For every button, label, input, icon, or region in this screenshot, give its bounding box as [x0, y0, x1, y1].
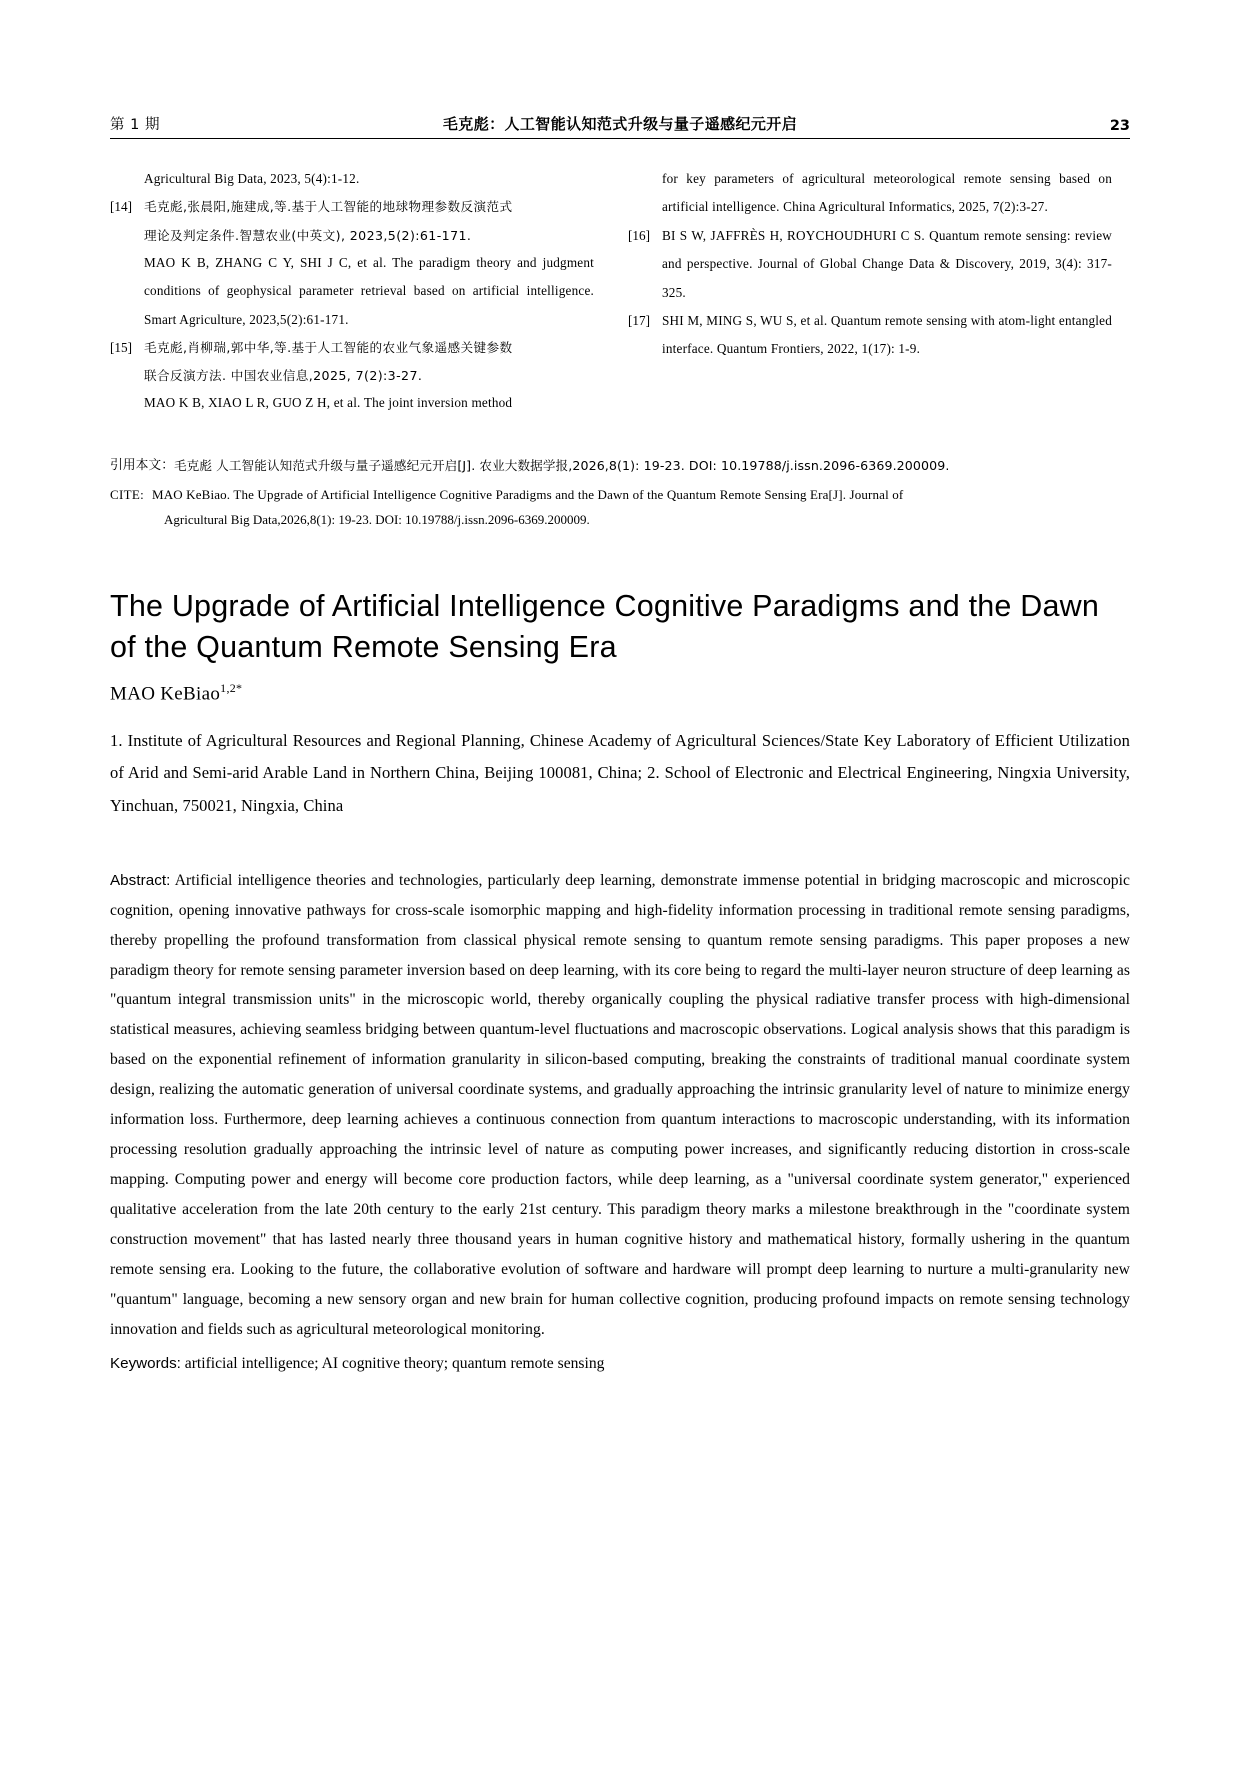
- author-line: [110, 681, 1130, 705]
- reference-number: [15]: [110, 339, 132, 355]
- reference-number: [16]: [628, 227, 650, 243]
- reference-item: [110, 165, 594, 193]
- reference-text: 理论及判定条件.智慧农业(中英文), 2023,5(2):61-171.: [144, 227, 472, 243]
- reference-item: [110, 222, 594, 249]
- reference-item: [110, 193, 594, 221]
- citation-en: [110, 482, 1130, 507]
- keywords-text: artificial intelligence; AI cognitive theory; quantum remote sensing: [180, 1354, 605, 1372]
- reference-text: 毛克彪,肖柳瑞,郭中华,等.基于人工智能的农业气象遥感关键参数: [144, 339, 513, 355]
- citation-zh-label: 引用本文：: [110, 457, 174, 473]
- reference-item: [628, 222, 1112, 307]
- abstract-text: Artificial intelligence theories and technologies, particularly deep learning, demonstrate immense potential in bridging macroscopic and microscopic cognition, opening innovative pathways for cross-scale isomorphic mapping and high-fidelity information processing in traditional remote sensing paradigms, thereby propelling the profound transformation from classical physical remote sensing to quantum remote sensing paradigms. This paper proposes a new paradigm theory for remote sensing parameter inversion based on deep learning, with its core being to regard the multi-layer neuron structure of deep learning as "quantum integral transmission units" in the microscopic world, thereby organically coupling the physical radiative transfer process with high-dimensional statistical measures, achieving seamless bridging between quantum-level fluctuations and macroscopic observations. Logical analysis shows that this paradigm is based on the exponential refinement of information granularity in silicon-based computing, breaking the constraints of traditional manual coordinate system design, realizing the automatic generation of universal coordinate systems, and gradually approaching the intrinsic granularity level of nature to minimize energy information loss. Furthermore, deep learning achieves a continuous connection from quantum interactions to macroscopic understanding, with its information processing resolution gradually approaching the intrinsic level of nature as computing power increases, and significantly reducing distortion in cross-scale mapping. Computing power and energy will become core production factors, while deep learning, as a "universal coordinate system generator," experienced qualitative acceleration from the late 20th century to the early 21st century. This paradigm theory marks a milestone breakthrough in the "coordinate system construction movement" that has lasted nearly three thousand years in human cognitive history and mathematical history, formally ushering in the quantum remote sensing era. Looking to the future, the collaborative evolution of software and hardware will prompt deep learning to nurture a multi-granularity new "quantum" language, becoming a new sensory organ and new brain for human collective cognition, producing profound impacts on remote sensing technology innovation and fields such as agricultural meteorological monitoring.: [110, 871, 1130, 1338]
- reference-item: [628, 307, 1112, 364]
- reference-item: [110, 389, 594, 417]
- citation-en-text: MAO KeBiao. The Upgrade of Artificial Intelligence Cognitive Paradigms and the Dawn of the Quantum Remote Sensing Era[J]. Journal of: [152, 486, 904, 502]
- references-column-right: [628, 165, 1112, 418]
- keywords-label: Keywords:: [110, 1354, 181, 1372]
- reference-text: SHI M, MING S, WU S, et al. Quantum remote sensing with atom-light entangled interface. Quantum Frontiers, 2022, 1(17): 1-9.: [662, 312, 1112, 357]
- issue-label: 第 1 期: [110, 117, 160, 133]
- reference-text: Agricultural Big Data, 2023, 5(4):1-12.: [144, 171, 360, 186]
- citation-en-label: CITE:: [110, 486, 144, 502]
- abstract: [110, 866, 1130, 1345]
- reference-text: 联合反演方法. 中国农业信息,2025, 7(2):3-27.: [144, 368, 423, 384]
- references-section: [110, 165, 1130, 418]
- reference-item: [628, 165, 1112, 222]
- reference-item: [110, 249, 594, 334]
- reference-text: for key parameters of agricultural meteorological remote sensing based on artificial intelligence. China Agricultural Informatics, 2025, 7(2):3-27.: [662, 171, 1112, 215]
- citation-zh-text: 毛克彪 人工智能认知范式升级与量子遥感纪元开启[J]. 农业大数据学报,2026,8(1): 19-23. DOI: 10.19788/j.issn.2096-6369.200009.: [173, 457, 950, 473]
- keywords: [110, 1349, 1130, 1379]
- reference-text: MAO K B, ZHANG C Y, SHI J C, et al. The paradigm theory and judgment conditions of geophysical parameter retrieval based on artificial intelligence. Smart Agriculture, 2023,5(2):61-171.: [144, 254, 594, 327]
- page-number: 23: [1109, 118, 1130, 134]
- reference-number: [17]: [628, 312, 650, 328]
- reference-text: BI S W, JAFFRÈS H, ROYCHOUDHURI C S. Quantum remote sensing: review and perspective. Journal of Global Change Data & Discovery, 2019, 3(4): 317-325.: [662, 227, 1112, 300]
- reference-text: MAO K B, XIAO L R, GUO Z H, et al. The joint inversion method: [144, 395, 513, 411]
- citation-en-text-line2: Agricultural Big Data,2026,8(1): 19-23. DOI: 10.19788/j.issn.2096-6369.200009.: [164, 512, 590, 528]
- references-column-left: [110, 165, 594, 418]
- author-affiliation-marker: 1,2*: [220, 680, 243, 695]
- reference-item: [110, 334, 594, 362]
- page-title: The Upgrade of Artificial Intelligence Cognitive Paradigms and the Dawn of the Quantum Remote Sensing Era: [110, 589, 1100, 664]
- running-head: [110, 100, 1130, 139]
- affiliation: 1. Institute of Agricultural Resources and Regional Planning, Chinese Academy of Agricultural Sciences/State Key Laboratory of Efficient Utilization of Arid and Semi-arid Arable Land in Northern China, Beijing 100081, China; 2. School of Electronic and Electrical Engineering, Ningxia University, Yinchuan, 750021, Ningxia, China: [110, 731, 1130, 815]
- citation-block: [110, 454, 1130, 533]
- author-name: MAO KeBiao: [110, 683, 221, 705]
- reference-item: [110, 362, 594, 389]
- citation-zh: [110, 454, 1130, 479]
- reference-text: 毛克彪,张晨阳,施建成,等.基于人工智能的地球物理参数反演范式: [144, 199, 513, 215]
- abstract-label: Abstract:: [110, 871, 171, 889]
- running-title: 毛克彪：人工智能认知范式升级与量子遥感纪元开启: [442, 115, 798, 133]
- reference-number: [14]: [110, 199, 132, 215]
- document-page: [0, 100, 1240, 1784]
